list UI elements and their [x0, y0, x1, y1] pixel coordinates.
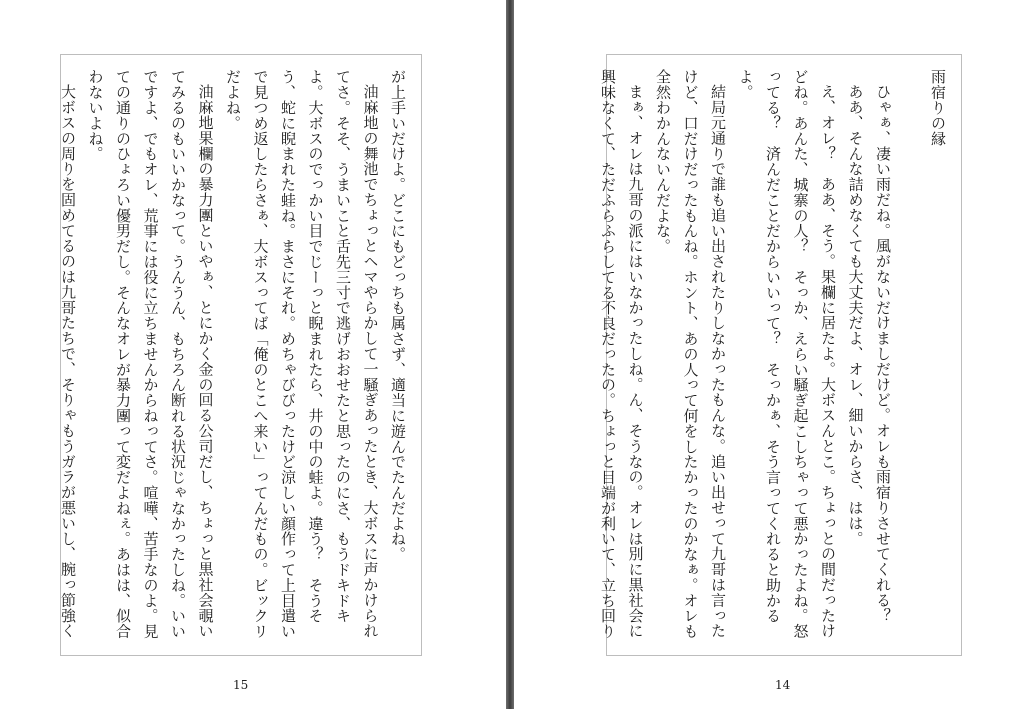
left-text-frame [60, 54, 422, 656]
page-number-left: 15 [233, 678, 249, 692]
paragraph: 油麻地果欄の暴力團といやぁ、とにかく金の回る公司だし、ちょっと黒社会覗いてみるのもいいかなって。うんうん、もちろん断れる状況じゃなかったしね。いいですよ、でもオレ、荒事には役に立ちませんからねってさ。喧嘩、苦手なのよ。見ての通りのひょろい優男だし。そんなオレが暴力團って変だよねぇ。あはは、似合わないよね。 [86, 69, 215, 639]
right-vertical-text [594, 69, 952, 643]
paragraph: 結局元通りで誰も追い出されたりしなかったもんな。追い出せって九哥は言ったけど、口だけだったもんね。ホント、あの人って何をしたかったのかなぁ。オレも全然わかんないんだよな。 [654, 69, 727, 639]
paragraph: 油麻地の舞池でちょっとヘマやらかして一騒ぎあったとき、大ボスに声かけられてさ。そそ、うまいこと舌先三寸で逃げおおせたと思ったのにさ、もうドキドキよ。大ボスのでっかい目でじーっと睨まれたら、井の中の蛙よ。違う？ そうそう、蛇に睨まれた蛙ね。まさにそれ。めちゃびびったけど涼しい顔作って上目遣いで見つめ返したらさぁ、大ボスってば「俺のとこへ来い」ってんだもの。ビックリだよね。 [224, 69, 380, 639]
paragraph: ああ、そんな詰めなくても大丈夫だよ、オレ、細いからさ、はは。 [846, 84, 865, 546]
paragraph: ひゃぁ、凄い雨だね。風がないだけましだけど。オレも雨宿りさせてくれる？ [874, 84, 892, 623]
left-vertical-text [54, 69, 412, 643]
right-text-frame [599, 54, 962, 656]
paragraph: え、オレ？ ああ、そう。果欄に居たよ。大ボスんとこ。ちょっとの間だったけどね。あんた、城寨の人？ そっか、えらい騒ぎ起こしちゃって悪かったよね。怒ってる？ 済んだことだからいいって？ そっかぁ、そう言ってくれると助かるよ。 [736, 69, 837, 639]
right-page [514, 0, 1024, 709]
chapter-title: 雨宿りの縁 [929, 69, 947, 146]
paragraph: が上手いだけよ。どこにもどっちも属さず、適当に遊んでたんだよね。 [389, 69, 407, 562]
paragraph: まぁ、オレは九哥の派にはいなかったしね。ん、そうなの。オレは別に黒社会に興味なくて、ただふらふらしてる不良だったの。ちょっと目端が利いて、立ち回り [599, 69, 645, 639]
title-spacer [896, 69, 924, 643]
page-number-right: 14 [775, 678, 791, 692]
paragraph: 大ボスの周りを固めてるのは九哥たちで、そりゃもうガラが悪いし、腕っ節強く [59, 84, 77, 639]
book-gutter [506, 0, 514, 709]
left-page [0, 0, 506, 709]
